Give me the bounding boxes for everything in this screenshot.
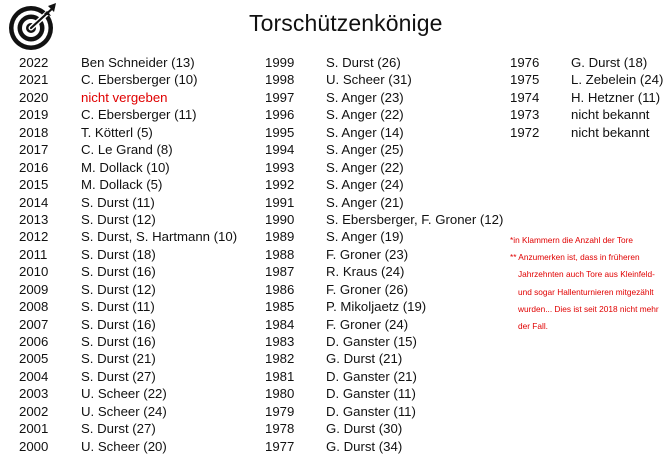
scorer-row	[265, 54, 505, 71]
footnote-line: ** Anzumerken ist, dass in früheren	[510, 252, 640, 263]
scorer-row	[19, 176, 249, 193]
footnotes	[510, 232, 666, 335]
scorer-row	[19, 194, 249, 211]
year-label: 2019	[19, 107, 49, 123]
target-with-arrow-icon	[4, 2, 60, 52]
scorer-name: S. Durst (27)	[81, 368, 156, 384]
scorer-row	[265, 141, 505, 158]
scorer-name: S. Durst (11)	[81, 194, 155, 210]
year-label: 2003	[19, 386, 49, 402]
year-label: 1999	[265, 55, 295, 70]
scorer-row	[265, 176, 505, 193]
scorer-name: G. Durst (30)	[326, 421, 403, 437]
scorer-name: G. Durst (18)	[571, 55, 648, 70]
scorer-name: S. Durst (21)	[81, 351, 156, 367]
year-label: 2005	[19, 351, 49, 367]
page-title: Torschützenkönige	[249, 10, 443, 36]
scorer-name: nicht bekannt	[571, 107, 650, 123]
scorer-name: U. Scheer (22)	[81, 386, 167, 402]
scorer-name: S. Durst (18)	[81, 246, 156, 262]
scorer-row	[19, 89, 249, 106]
scorer-row	[265, 438, 505, 455]
year-label: 1986	[265, 281, 295, 297]
year-label: 1990	[265, 211, 295, 227]
year-label: 1987	[265, 264, 295, 280]
year-label: 1978	[265, 421, 295, 437]
scorer-row	[265, 420, 505, 437]
year-label: 1982	[265, 351, 295, 367]
scorer-row	[19, 438, 249, 455]
footnote-line: Jahrzehnten auch Tore aus Kleinfeld-	[518, 269, 655, 280]
year-label: 2012	[19, 229, 49, 245]
scorer-name: H. Hetzner (11)	[571, 89, 661, 105]
scorer-row	[19, 403, 249, 420]
scorer-row	[19, 281, 249, 298]
scorer-name: L. Zebelein (24)	[571, 72, 664, 88]
scorer-name: S. Anger (22)	[326, 107, 404, 123]
year-label: 2018	[19, 124, 49, 140]
year-label: 2006	[19, 334, 49, 349]
scorer-name: S. Durst, S. Hartmann (10)	[81, 229, 238, 245]
scorer-row	[19, 263, 249, 280]
scorer-name: D. Ganster (11)	[326, 403, 416, 419]
scorer-row	[265, 298, 505, 315]
scorer-row	[265, 89, 505, 106]
scorer-name: F. Groner (26)	[326, 281, 409, 297]
year-label: 2015	[19, 177, 49, 193]
scorer-row	[19, 106, 249, 123]
scorer-name: T. Kötterl (5)	[81, 124, 153, 140]
scorer-name: U. Scheer (31)	[326, 72, 412, 88]
year-label: 1998	[265, 72, 295, 88]
scorer-name: nicht vergeben	[81, 89, 168, 105]
scorer-row	[19, 333, 249, 350]
scorer-name: M. Dollack (10)	[81, 159, 170, 175]
year-label: 1997	[265, 89, 295, 105]
scorer-row	[19, 159, 249, 176]
footnote-goals: *in Klammern die Anzahl der Tore	[510, 235, 633, 245]
year-label: 2017	[19, 142, 49, 158]
year-label: 2001	[19, 421, 49, 437]
year-label: 2004	[19, 368, 49, 384]
footnote-line: und sogar Hallenturnieren mitgezählt	[518, 286, 654, 297]
year-label: 1984	[265, 316, 295, 332]
scorer-row	[19, 211, 249, 228]
scorer-row	[510, 54, 666, 71]
scorer-name: nicht bekannt	[571, 124, 650, 140]
scorer-row	[265, 106, 505, 123]
scorer-name: M. Dollack (5)	[81, 177, 163, 193]
year-label: 2010	[19, 264, 49, 280]
year-label: 1981	[265, 368, 295, 384]
scorer-name: G. Durst (21)	[326, 351, 403, 367]
year-label: 2020	[19, 89, 49, 105]
scorers-column-2	[265, 54, 505, 455]
year-label: 1996	[265, 107, 295, 123]
scorer-row	[265, 71, 505, 88]
scorer-name: F. Groner (23)	[326, 246, 409, 262]
footnote-line: der Fall.	[518, 321, 548, 332]
scorer-name: S. Anger (14)	[326, 124, 404, 140]
scorer-name: C. Le Grand (8)	[81, 142, 173, 158]
scorer-row	[265, 316, 505, 333]
scorer-name: S. Anger (21)	[326, 194, 404, 210]
scorer-row	[19, 298, 249, 315]
year-label: 2021	[19, 72, 49, 88]
scorer-row	[265, 124, 505, 141]
scorer-name: S. Anger (19)	[326, 229, 404, 245]
year-label: 2013	[19, 211, 49, 227]
scorer-row	[510, 106, 666, 123]
scorer-name: S. Anger (24)	[326, 177, 404, 193]
year-label: 2009	[19, 281, 49, 297]
scorer-row	[19, 420, 249, 437]
year-label: 1977	[265, 438, 295, 454]
scorer-name: D. Ganster (15)	[326, 334, 417, 349]
year-label: 2007	[19, 316, 49, 332]
year-label: 1974	[510, 89, 540, 105]
scorer-name: D. Ganster (21)	[326, 368, 417, 384]
year-label: 1991	[265, 194, 295, 210]
scorer-row	[265, 385, 505, 402]
scorer-row	[265, 281, 505, 298]
year-label: 1972	[510, 124, 540, 140]
scorer-row	[19, 228, 249, 245]
scorer-row	[510, 124, 666, 141]
scorer-name: S. Durst (12)	[81, 211, 156, 227]
scorer-name: F. Groner (24)	[326, 316, 409, 332]
scorer-row	[265, 246, 505, 263]
year-label: 1994	[265, 142, 295, 158]
scorer-row	[19, 368, 249, 385]
year-label: 1995	[265, 124, 295, 140]
scorer-row	[19, 124, 249, 141]
scorers-column-3	[510, 54, 666, 141]
scorer-row	[265, 333, 505, 350]
year-label: 1992	[265, 177, 295, 193]
scorer-name: S. Anger (22)	[326, 159, 404, 175]
year-label: 1983	[265, 334, 295, 349]
year-label: 2011	[19, 246, 48, 262]
year-label: 1980	[265, 386, 295, 402]
year-label: 1985	[265, 299, 295, 315]
scorer-name: S. Durst (16)	[81, 316, 156, 332]
scorer-row	[19, 54, 249, 71]
year-label: 1979	[265, 403, 295, 419]
scorer-name: C. Ebersberger (11)	[81, 107, 197, 123]
footnote-line: wurden... Dies ist seit 2018 nicht mehr	[518, 303, 659, 314]
year-label: 1973	[510, 107, 540, 123]
year-label: 1989	[265, 229, 295, 245]
scorer-name: S. Anger (23)	[326, 89, 404, 105]
scorer-row	[19, 71, 249, 88]
scorer-name: G. Durst (34)	[326, 438, 403, 454]
scorer-row	[19, 141, 249, 158]
scorer-row	[19, 350, 249, 367]
year-label: 1988	[265, 246, 295, 262]
year-label: 2022	[19, 55, 49, 70]
scorer-name: S. Durst (11)	[81, 299, 155, 315]
year-label: 2002	[19, 403, 49, 419]
year-label: 2008	[19, 299, 49, 315]
year-label: 2000	[19, 438, 49, 454]
year-label: 1975	[510, 72, 540, 88]
scorer-name: S. Ebersberger, F. Groner (12)	[326, 211, 504, 227]
scorer-row	[265, 350, 505, 367]
scorer-name: S. Durst (16)	[81, 334, 156, 349]
scorer-row	[265, 211, 505, 228]
year-label: 2014	[19, 194, 49, 210]
scorer-name: U. Scheer (24)	[81, 403, 167, 419]
scorer-name: S. Durst (26)	[326, 55, 401, 70]
scorer-name: C. Ebersberger (10)	[81, 72, 198, 88]
scorer-row	[265, 403, 505, 420]
scorer-name: U. Scheer (20)	[81, 438, 167, 454]
scorer-row	[265, 194, 505, 211]
scorer-name: S. Durst (27)	[81, 421, 156, 437]
scorer-row	[265, 159, 505, 176]
scorer-name: P. Mikoljaetz (19)	[326, 299, 427, 315]
scorer-row	[19, 316, 249, 333]
scorer-row	[510, 89, 666, 106]
scorer-row	[19, 385, 249, 402]
scorer-row	[19, 246, 249, 263]
year-label: 2016	[19, 159, 49, 175]
scorer-name: D. Ganster (11)	[326, 386, 416, 402]
scorer-row	[265, 263, 505, 280]
scorer-name: S. Durst (12)	[81, 281, 156, 297]
year-label: 1976	[510, 55, 540, 70]
scorer-name: R. Kraus (24)	[326, 264, 405, 280]
scorer-name: S. Durst (16)	[81, 264, 156, 280]
year-label: 1993	[265, 159, 295, 175]
scorer-row	[265, 368, 505, 385]
scorer-row	[265, 228, 505, 245]
scorer-name: S. Anger (25)	[326, 142, 404, 158]
scorer-name: Ben Schneider (13)	[81, 55, 195, 70]
scorers-column-1	[19, 54, 249, 455]
scorer-row	[510, 71, 666, 88]
